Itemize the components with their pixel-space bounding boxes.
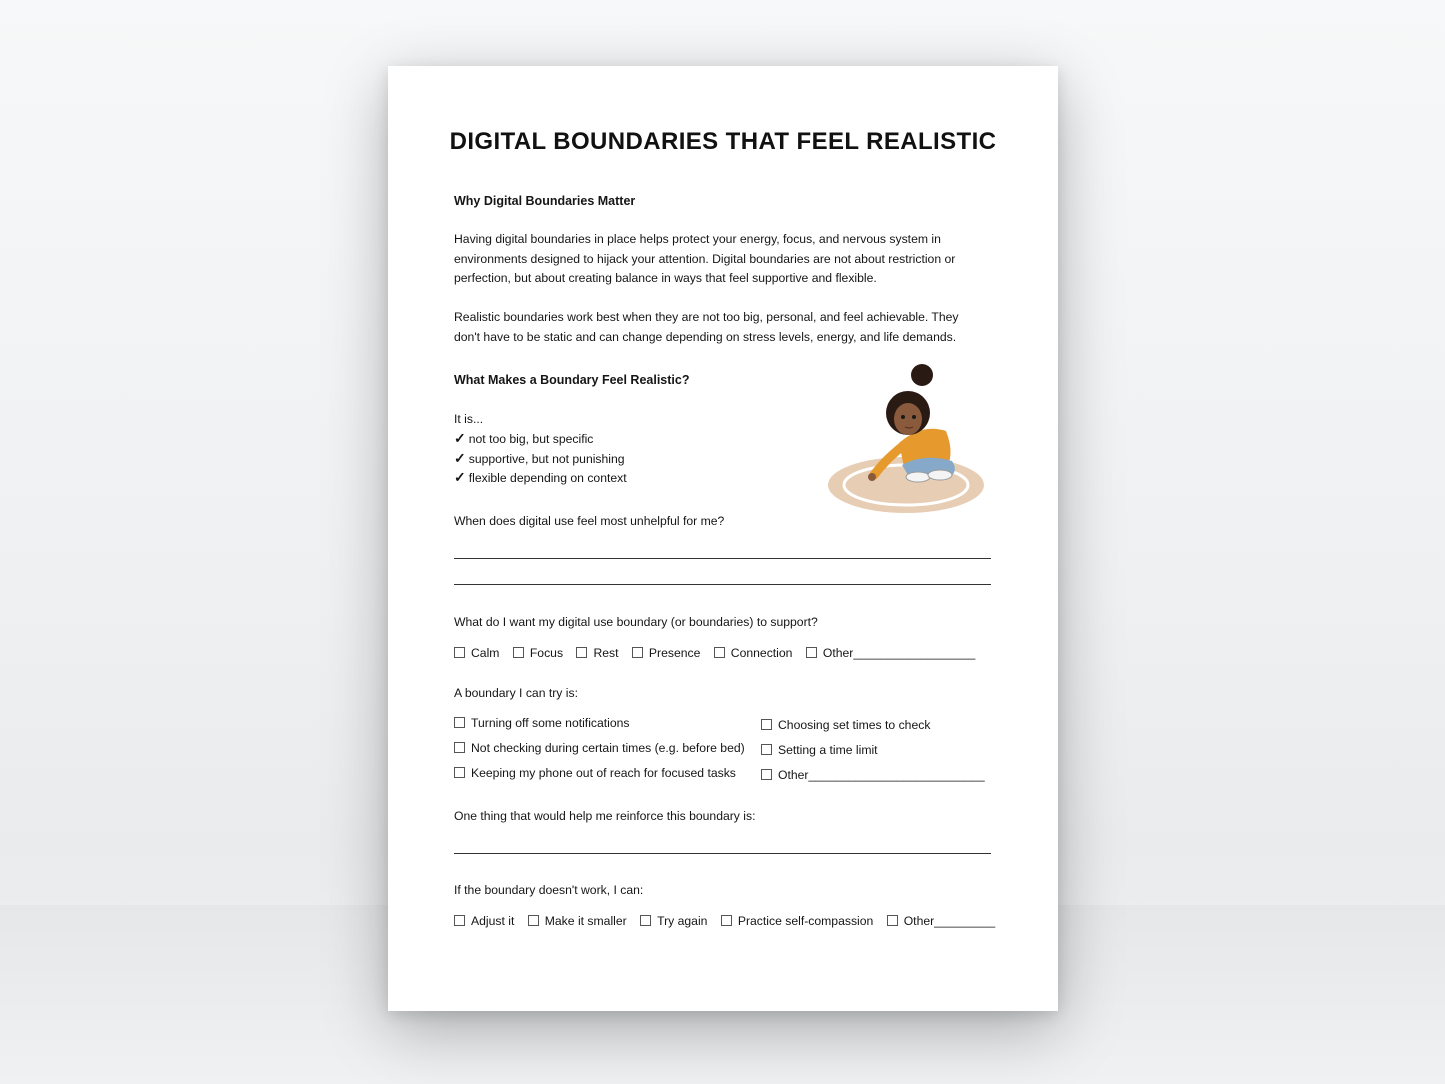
checkbox[interactable] xyxy=(454,647,465,658)
option-other[interactable]: Other_________ xyxy=(887,914,995,928)
option-rest[interactable]: Rest xyxy=(576,646,618,660)
checklist-item: ✓ supportive, but not punishing xyxy=(454,450,625,466)
question-unhelpful: When does digital use feel most unhelpful for me? xyxy=(454,514,725,528)
realistic-heading: What Makes a Boundary Feel Realistic? xyxy=(454,373,690,387)
boundary-option[interactable]: Not checking during certain times (e.g. before bed) xyxy=(454,741,745,755)
question-reinforce: One thing that would help me reinforce this boundary is: xyxy=(454,809,756,823)
why-heading: Why Digital Boundaries Matter xyxy=(454,194,636,208)
checkbox[interactable] xyxy=(761,744,772,755)
question-fail: If the boundary doesn't work, I can: xyxy=(454,883,644,897)
support-options xyxy=(454,646,985,660)
checkbox[interactable] xyxy=(454,742,465,753)
option-calm[interactable]: Calm xyxy=(454,646,499,660)
option-adjust[interactable]: Adjust it xyxy=(454,914,514,928)
option-smaller[interactable]: Make it smaller xyxy=(528,914,627,928)
question-boundary: A boundary I can try is: xyxy=(454,686,578,700)
checkbox[interactable] xyxy=(576,647,587,658)
checkbox[interactable] xyxy=(640,915,651,926)
checkmark-icon: ✓ xyxy=(454,450,466,466)
boundary-option[interactable]: Keeping my phone out of reach for focused tasks xyxy=(454,766,736,780)
checkbox[interactable] xyxy=(454,717,465,728)
checkbox[interactable] xyxy=(454,767,465,778)
boundary-option[interactable]: Setting a time limit xyxy=(761,743,878,757)
boundary-option[interactable]: Turning off some notifications xyxy=(454,716,630,730)
checklist-item: ✓ flexible depending on context xyxy=(454,469,627,485)
worksheet-page xyxy=(388,66,1058,1011)
checkbox[interactable] xyxy=(761,769,772,780)
checklist-item: ✓ not too big, but specific xyxy=(454,430,594,446)
why-paragraph-1: Having digital boundaries in place helps protect your energy, focus, and nervous system in environments designed to hijack your attention. Digital boundaries are not about restriction or perfection, but about creating balance in ways that feel supportive and flexible. xyxy=(454,232,956,286)
option-focus[interactable]: Focus xyxy=(513,646,563,660)
option-self-compassion[interactable]: Practice self-compassion xyxy=(721,914,873,928)
page-title: DIGITAL BOUNDARIES THAT FEEL REALISTIC xyxy=(449,128,997,155)
checkbox[interactable] xyxy=(887,915,898,926)
checkbox[interactable] xyxy=(632,647,643,658)
girl-drawing-chalk-circle-illustration xyxy=(824,361,984,521)
checkbox[interactable] xyxy=(806,647,817,658)
checkbox[interactable] xyxy=(721,915,732,926)
why-paragraph-2: Realistic boundaries work best when they are not too big, personal, and feel achievable. They don't have to be static and can change depending on stress levels, energy, and life demands. xyxy=(454,310,959,344)
checkmark-icon: ✓ xyxy=(454,469,466,485)
question-support: What do I want my digital use boundary (or boundaries) to support? xyxy=(454,615,818,629)
boundary-option[interactable]: Other__________________________ xyxy=(761,768,985,782)
checkbox[interactable] xyxy=(528,915,539,926)
option-other[interactable]: Other__________________ xyxy=(806,646,976,660)
boundary-option[interactable]: Choosing set times to check xyxy=(761,718,930,732)
answer-line[interactable] xyxy=(454,584,991,585)
checkbox[interactable] xyxy=(513,647,524,658)
it-is-label: It is... xyxy=(454,412,484,426)
option-presence[interactable]: Presence xyxy=(632,646,701,660)
fail-options xyxy=(454,914,1005,928)
answer-line[interactable] xyxy=(454,558,991,559)
checkbox[interactable] xyxy=(714,647,725,658)
option-try-again[interactable]: Try again xyxy=(640,914,707,928)
checkbox[interactable] xyxy=(454,915,465,926)
checkbox[interactable] xyxy=(761,719,772,730)
option-connection[interactable]: Connection xyxy=(714,646,793,660)
answer-line[interactable] xyxy=(454,853,991,854)
checkmark-icon: ✓ xyxy=(454,430,466,446)
